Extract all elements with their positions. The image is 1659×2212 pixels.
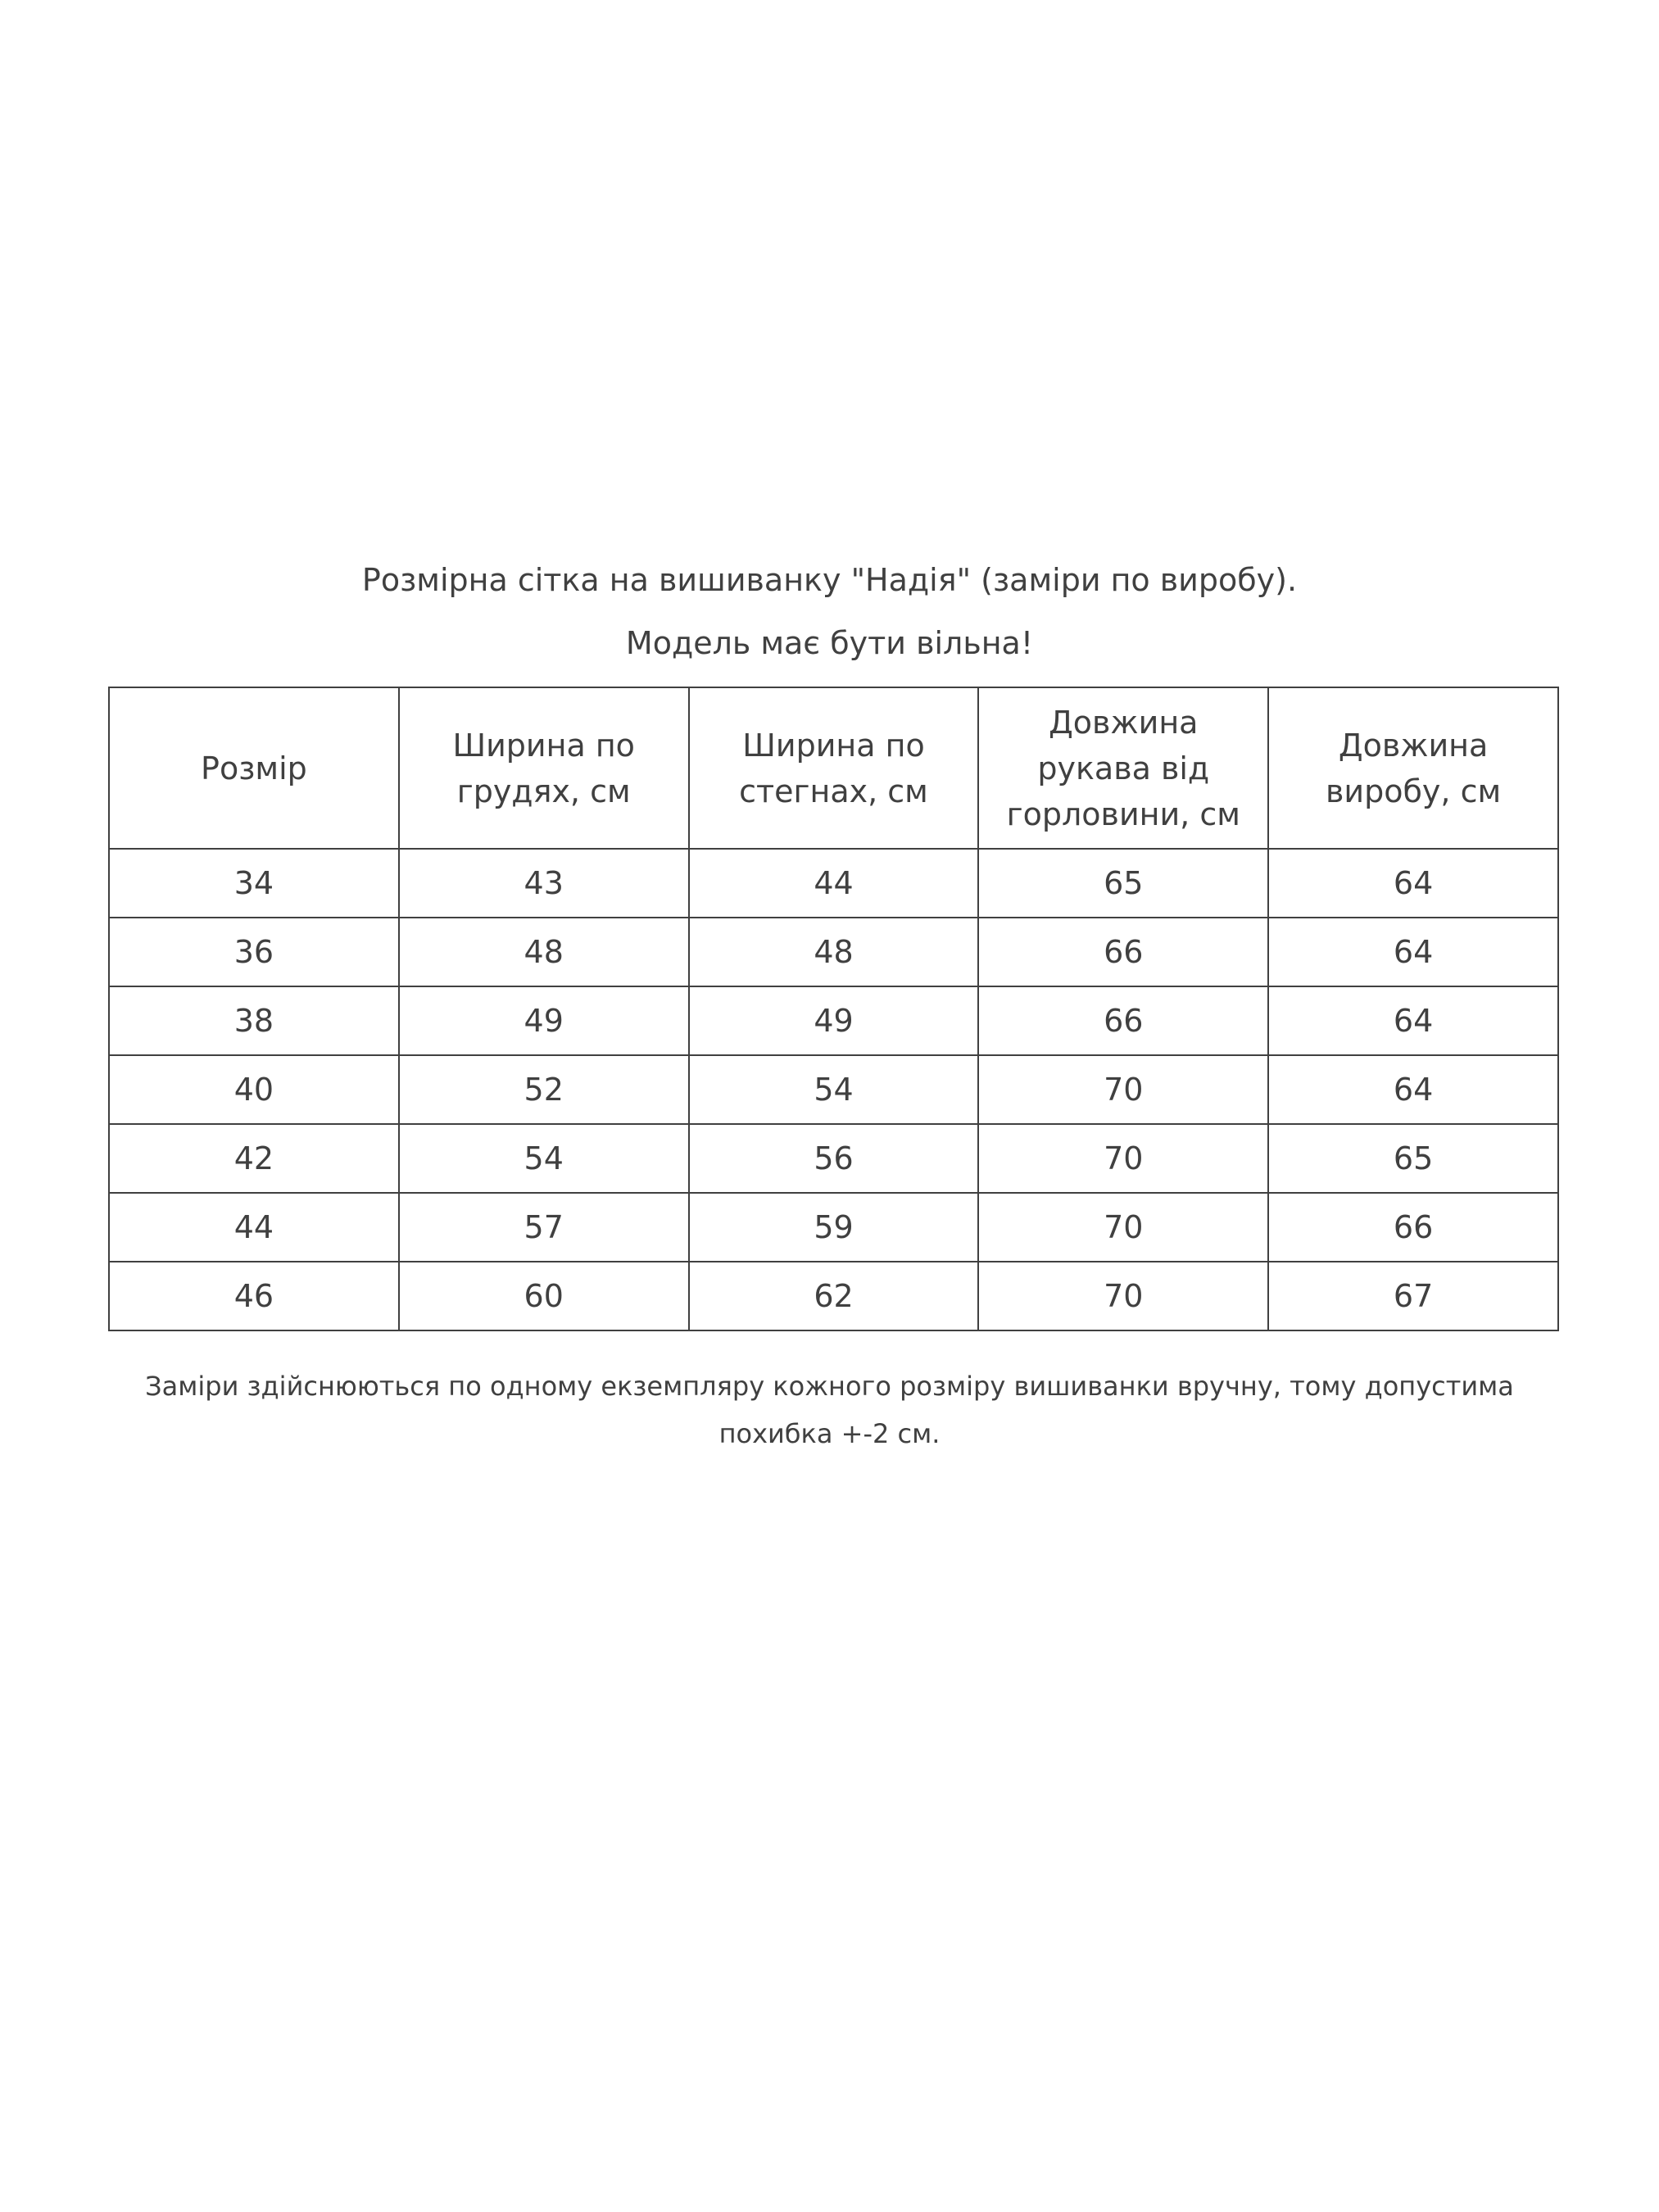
size-table bbox=[108, 687, 1559, 1331]
table-row bbox=[109, 1055, 1558, 1124]
table-row bbox=[109, 1262, 1558, 1330]
footnote: Заміри здійснюються по одному екземпляру кожного розміру вишиванки вручну, тому допустима похибка +-2 см. bbox=[145, 1371, 1514, 1449]
table-cell: 66 bbox=[978, 918, 1268, 986]
table-cell: 54 bbox=[689, 1055, 979, 1124]
table-cell: 52 bbox=[399, 1055, 689, 1124]
table-cell: 64 bbox=[1268, 918, 1558, 986]
table-cell: 36 bbox=[109, 918, 399, 986]
table-cell: 65 bbox=[978, 849, 1268, 918]
table-cell: 48 bbox=[689, 918, 979, 986]
table-cell: 70 bbox=[978, 1193, 1268, 1262]
table-cell: 38 bbox=[109, 986, 399, 1055]
header-hip-width: Ширина по стегнах, см bbox=[689, 687, 979, 849]
table-cell: 60 bbox=[399, 1262, 689, 1330]
table-cell: 44 bbox=[109, 1193, 399, 1262]
table-row bbox=[109, 918, 1558, 986]
table-cell: 49 bbox=[689, 986, 979, 1055]
chart-subtitle: Модель має бути вільна! bbox=[625, 625, 1034, 661]
table-row bbox=[109, 1124, 1558, 1193]
table-cell: 56 bbox=[689, 1124, 979, 1193]
table-cell: 57 bbox=[399, 1193, 689, 1262]
table-cell: 40 bbox=[109, 1055, 399, 1124]
table-cell: 54 bbox=[399, 1124, 689, 1193]
table-cell: 62 bbox=[689, 1262, 979, 1330]
table-cell: 34 bbox=[109, 849, 399, 918]
chart-title: Розмірна сітка на вишиванку "Надія" (заміри по виробу). bbox=[361, 562, 1298, 598]
table-row bbox=[109, 986, 1558, 1055]
header-size: Розмір bbox=[109, 687, 399, 849]
table-header-row bbox=[109, 687, 1558, 849]
table-cell: 64 bbox=[1268, 986, 1558, 1055]
table-cell: 46 bbox=[109, 1262, 399, 1330]
table-cell: 70 bbox=[978, 1262, 1268, 1330]
table-cell: 44 bbox=[689, 849, 979, 918]
table-cell: 59 bbox=[689, 1193, 979, 1262]
table-cell: 49 bbox=[399, 986, 689, 1055]
table-cell: 70 bbox=[978, 1055, 1268, 1124]
table-cell: 64 bbox=[1268, 849, 1558, 918]
header-garment-length: Довжина виробу, см bbox=[1268, 687, 1558, 849]
table-cell: 48 bbox=[399, 918, 689, 986]
table-cell: 43 bbox=[399, 849, 689, 918]
table-cell: 66 bbox=[1268, 1193, 1558, 1262]
table-cell: 70 bbox=[978, 1124, 1268, 1193]
table-cell: 42 bbox=[109, 1124, 399, 1193]
header-sleeve-length: Довжина рукава від горловини, см bbox=[978, 687, 1268, 849]
table-cell: 66 bbox=[978, 986, 1268, 1055]
header-chest-width: Ширина по грудях, см bbox=[399, 687, 689, 849]
table-row bbox=[109, 1193, 1558, 1262]
table-cell: 64 bbox=[1268, 1055, 1558, 1124]
table-cell: 65 bbox=[1268, 1124, 1558, 1193]
table-row bbox=[109, 849, 1558, 918]
table-cell: 67 bbox=[1268, 1262, 1558, 1330]
